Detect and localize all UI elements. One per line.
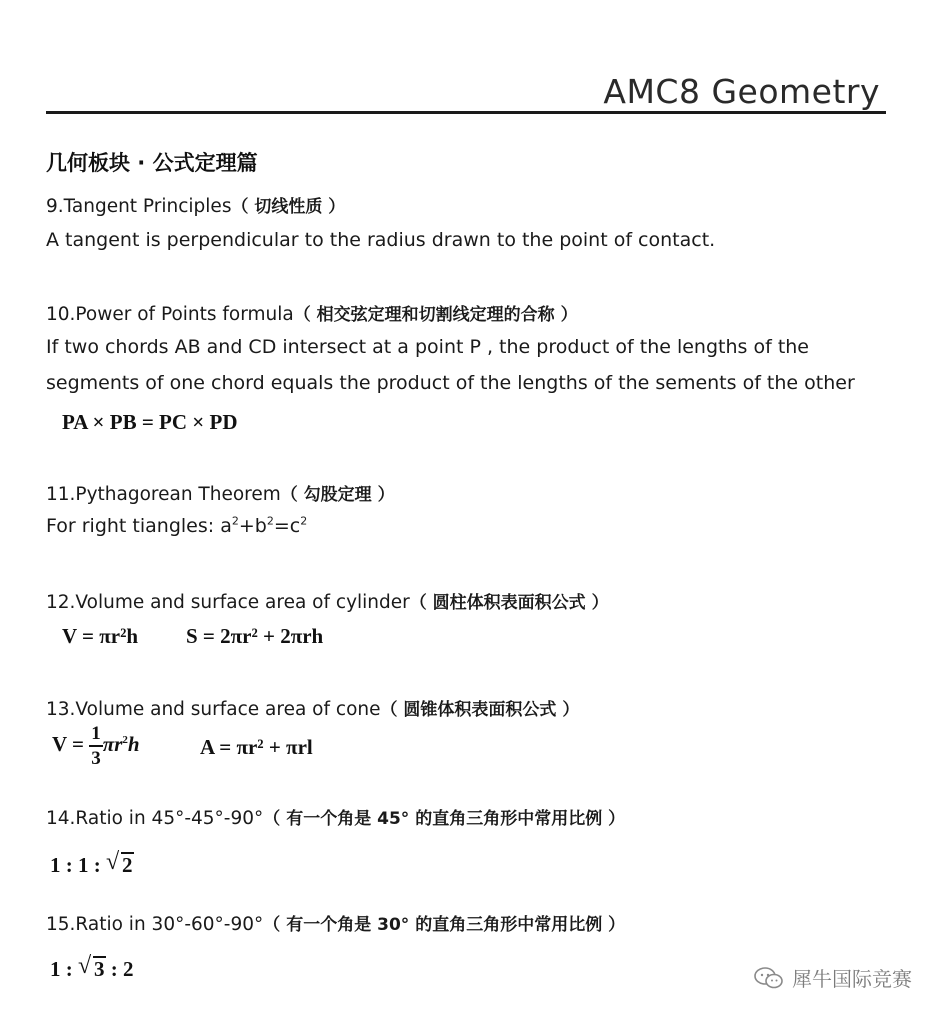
item-9-heading [46,192,345,217]
item-12-heading-zh: （ 圆柱体积表面积公式 ） [409,593,609,613]
item-14-heading [46,804,625,829]
item-10-text-2: segments of one chord equals the product of the lengths of the sements of the other [46,372,855,394]
watermark [754,963,912,992]
item-9-heading-en: 9.Tangent Principles [46,196,232,217]
radical-icon: √ [78,953,92,979]
item-9-text: A tangent is perpendicular to the radius drawn to the point of contact. [46,229,716,251]
one-third-fraction [89,724,103,768]
exp-a: 2 [231,514,239,528]
section-title: 几何板块 · 公式定理篇 [46,151,258,175]
wechat-icon [754,966,784,990]
item-13-formula-a: A = πr² + πrl [200,735,313,759]
sqrt-2 [106,849,134,878]
item-14-ratio-prefix: 1 : 1 : [50,853,101,877]
item-12-heading-en: 12.Volume and surface area of cylinder [46,592,410,613]
item-15-heading-zh: （ 有一个角是 30° 的直角三角形中常用比例 ） [263,915,626,935]
radicand-3: 3 [94,957,105,981]
radicand-2: 2 [122,853,133,877]
item-11-prefix: For right tiangles: [46,515,221,537]
exp-c: 2 [300,514,308,528]
item-11-heading [46,480,395,505]
item-12-formula-v: V = πr²h [62,624,139,648]
radical-icon: √ [106,849,120,875]
item-11-heading-zh: （ 勾股定理 ） [280,485,395,505]
sqrt-3 [78,953,106,982]
fraction-denominator: 3 [91,748,101,769]
header-title: AMC8 Geometry [603,72,880,111]
item-12-formula-s: S = 2πr² + 2πrh [186,624,324,648]
header-rule [46,111,886,114]
item-11-heading-en: 11.Pythagorean Theorem [46,484,281,505]
item-15-ratio-prefix: 1 : [50,957,73,981]
item-14-heading-en: 14.Ratio in 45°-45°-90° [46,808,264,829]
item-11-text: For right tiangles: $a^2+b^2=c^2$ [46,514,308,537]
item-9-heading-zh: （ 切线性质 ） [231,197,346,217]
item-10-heading-zh: （ 相交弦定理和切割线定理的合称 ） [293,305,578,325]
term-a: a [220,515,232,537]
item-14-ratio [50,849,134,878]
item-15-ratio-suffix: : 2 [110,957,134,981]
term-c: c [289,515,301,537]
watermark-text: 犀牛国际竞赛 [792,967,912,991]
item-15-heading-en: 15.Ratio in 30°-60°-90° [46,914,264,935]
exp-b: 2 [266,514,274,528]
item-15-ratio [50,953,134,982]
item-13-formula-v: V = $\frac{1}{3}$ $\pi r^2h$ [52,723,140,769]
item-10-formula: PA × PB = PC × PD [62,410,238,434]
item-10-heading-en: 10.Power of Points formula [46,304,294,325]
fraction-numerator: 1 [89,724,103,747]
item-12-heading [46,588,609,613]
item-13-heading-en: 13.Volume and surface area of cone [46,699,381,720]
item-14-heading-zh: （ 有一个角是 45° 的直角三角形中常用比例 ） [263,809,626,829]
item-10-text-1: If two chords AB and CD intersect at a point P , the product of the lengths of the [46,336,809,358]
item-13-heading-zh: （ 圆锥体积表面积公式 ） [380,700,580,720]
item-13-heading [46,695,579,720]
term-b: b [254,515,267,537]
item-15-heading [46,910,625,935]
item-10-heading [46,300,578,325]
